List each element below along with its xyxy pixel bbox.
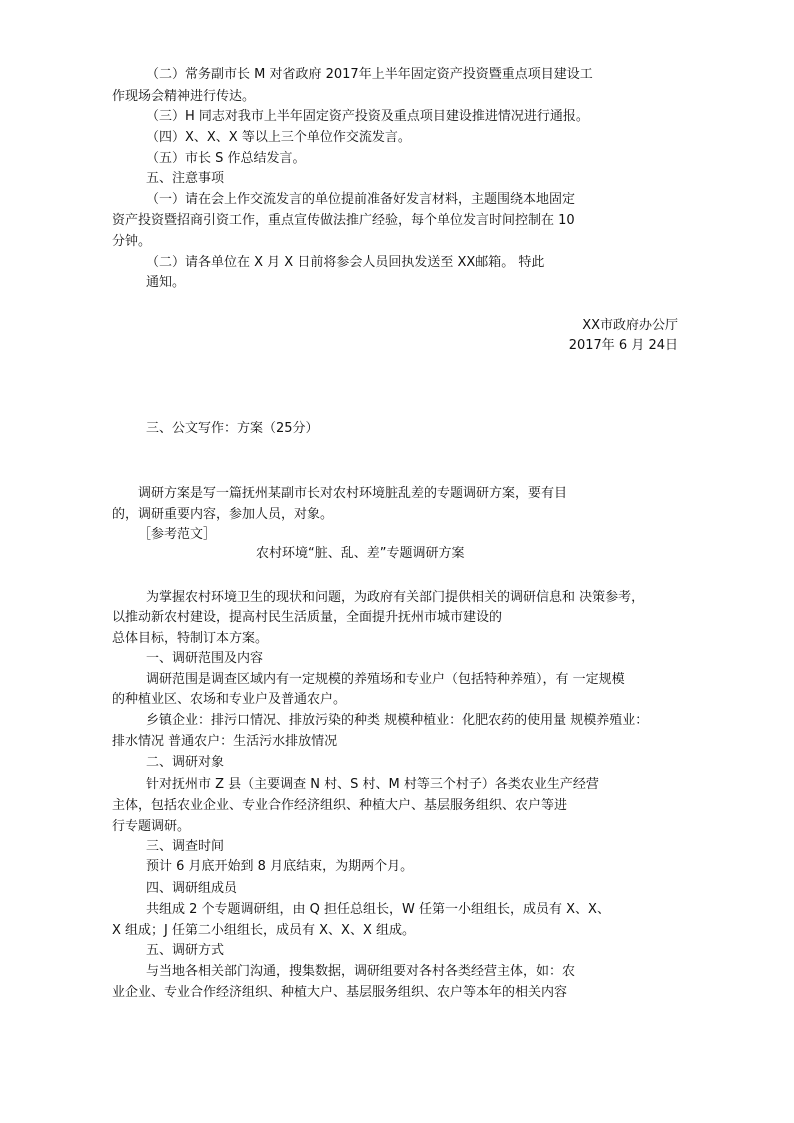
text-line: （三）H 同志对我市上半年固定资产投资及重点项目建设推进情况进行通报。 bbox=[146, 109, 589, 124]
text-line: （一）请在会上作交流发言的单位提前准备好发言材料，主题围绕本地固定 bbox=[146, 192, 576, 207]
text-line: 针对抚州市 Z 县（主要调查 N 村、S 村、M 村等三个村子）各类农业生产经营 bbox=[146, 777, 599, 792]
section-heading: 三、调查时间 bbox=[146, 839, 225, 854]
section-heading: 四、调研组成员 bbox=[146, 881, 238, 896]
text-line: 调研方案是写一篇抚州某副市长对农村环境脏乱差的专题调研方案，要有目 bbox=[138, 486, 568, 501]
text-line: 通知。 bbox=[146, 275, 186, 290]
reference-label: ［参考范文］ bbox=[138, 527, 217, 542]
text-line: 总体目标，特制订本方案。 bbox=[112, 631, 269, 646]
text-line: 与当地各相关部门沟通，搜集数据，调研组要对各村各类经营主体，如：农 bbox=[146, 964, 576, 979]
text-line: 共组成 2 个专题调研组，由 Q 担任总组长，W 任第一小组组长，成员有 X、X、 bbox=[146, 902, 610, 917]
text-line: 的，调研重要内容，参加人员，对象。 bbox=[112, 507, 334, 522]
section-heading: 一、调研范围及内容 bbox=[146, 651, 264, 666]
text-line: 业企业、专业合作经济组织、种植大户、基层服务组织、农户等本年的相关内容 bbox=[112, 985, 568, 1000]
section-heading: 二、调研对象 bbox=[146, 755, 225, 770]
text-line: 的种植业区、农场和专业户及普通农户。 bbox=[112, 692, 347, 707]
text-line: 调研范围是调查区域内有一定规模的养殖场和专业户（包括特种养殖），有 一定规模 bbox=[146, 672, 625, 687]
text-line: 以推动新农村建设，提高村民生活质量，全面提升抚州市城市建设的 bbox=[112, 610, 503, 625]
text-line: （五）市长 S 作总结发言。 bbox=[146, 151, 306, 166]
text-line: 排水情况 普通农户：生活污水排放情况 bbox=[112, 734, 338, 749]
section-heading: 五、注意事项 bbox=[146, 171, 225, 186]
section-heading: 五、调研方式 bbox=[146, 943, 225, 958]
text-line: 乡镇企业：排污口情况、排放污染的种类 规模种植业：化肥农药的使用量 规模养殖业： bbox=[146, 713, 649, 728]
text-line: 为掌握农村环境卫生的现状和问题，为政府有关部门提供相关的调研信息和 决策参考， bbox=[146, 590, 645, 605]
signature-date: 2017年 6 月 24日 bbox=[568, 338, 678, 353]
signature-org: XX市政府办公厅 bbox=[582, 318, 678, 333]
text-line: 行专题调研。 bbox=[112, 819, 191, 834]
text-line: 主体，包括农业企业、专业合作经济组织、种植大户、基层服务组织、农户等进 bbox=[112, 798, 568, 813]
text-line: X 组成；J 任第二小组组长，成员有 X、X、X 组成。 bbox=[112, 923, 415, 938]
text-line: 预计 6 月底开始到 8 月底结束，为期两个月。 bbox=[146, 859, 414, 874]
text-line: （二）请各单位在 X 月 X 日前将参会人员回执发送至 XX邮箱。 特此 bbox=[146, 255, 545, 270]
section-heading: 三、公文写作：方案（25分） bbox=[146, 421, 319, 436]
text-line: 分钟。 bbox=[112, 234, 152, 249]
text-line: （二）常务副市长 M 对省政府 2017年上半年固定资产投资暨重点项目建设工 bbox=[146, 67, 593, 82]
text-line: 资产投资暨招商引资工作，重点宣传做法推广经验，每个单位发言时间控制在 10 bbox=[112, 213, 575, 228]
text-line: （四）X、X、X 等以上三个单位作交流发言。 bbox=[146, 130, 411, 145]
text-line: 作现场会精神进行传达。 bbox=[112, 89, 256, 104]
doc-title: 农村环境“脏、乱、差”专题调研方案 bbox=[256, 546, 465, 561]
